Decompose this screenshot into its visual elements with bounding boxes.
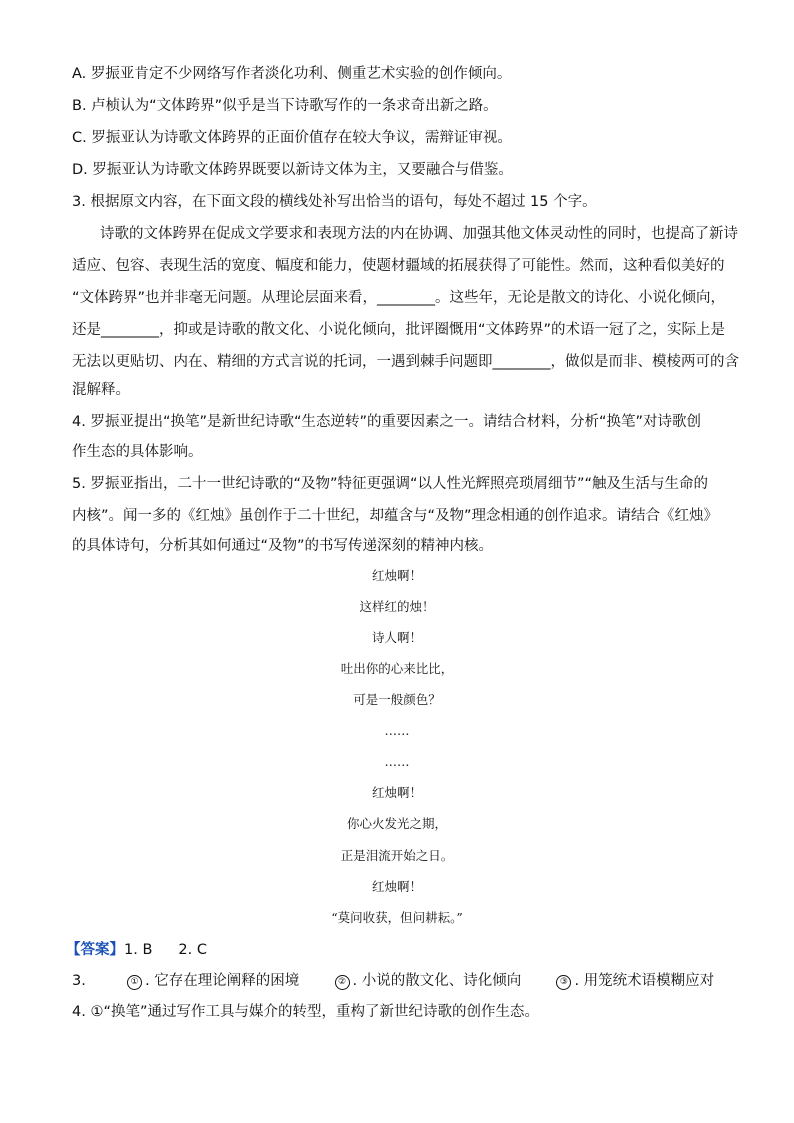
option-d: D. 罗振亚认为诗歌文体跨界既要以新诗文体为主，又要融合与借鉴。 <box>72 162 513 178</box>
answer-2: 2. C <box>178 942 207 958</box>
passage-line: 无法以更贴切、内在、精细的方式言说的托词，一遇到棘手问题即________，做似是而非、模棱两可的含 <box>72 354 739 370</box>
question-5-line: 的具体诗句，分析其如何通过“及物”的书写传递深刻的精神内核。 <box>72 538 494 554</box>
passage-line: 混解释。 <box>72 382 130 398</box>
question-4-line: 作生态的具体影响。 <box>72 444 203 460</box>
question-3: 3. 根据原文内容，在下面文段的横线处补写出恰当的语句，每处不超过 15 个字。 <box>72 194 597 210</box>
poem-line: 可是一般颜色？ <box>353 692 441 707</box>
poem-line: 红烛啊！ <box>371 879 422 894</box>
passage-line: 适应、包容、表现生活的宽度、幅度和能力，使题材疆域的拓展获得了可能性。然而，这种看似美好的 <box>72 258 725 274</box>
poem-line: 这样红的烛！ <box>359 599 435 614</box>
passage-line: 诗歌的文体跨界在促成文学要求和表现方法的内在协调、加强其他文体灵动性的同时，也提高了新诗 <box>100 226 738 242</box>
poem-line: 诗人啊！ <box>371 630 422 645</box>
circled-number: ② <box>335 975 350 990</box>
answer-line-4: 4. ①“换笔”通过写作工具与媒介的转型，重构了新世纪诗歌的创作生态。 <box>72 1004 539 1020</box>
circled-number: ③ <box>556 975 571 990</box>
passage-line: 还是________，抑或是诗歌的散文化、小说化倾向，批评圈慨用“文体跨界”的术语一冠了之，实际上是 <box>72 322 726 338</box>
poem-line: 吐出你的心来比比， <box>340 661 454 676</box>
passage-line: “文体跨界”也并非毫无问题。从理论层面来看，________。这些年，无论是散文的诗化、小说化倾向， <box>72 290 726 306</box>
question-5-line: 5. 罗振亚指出，二十一世纪诗歌的“及物”特征更强调“以人性光辉照亮琐屑细节”“触及生活与生命的 <box>72 476 708 492</box>
answer-3-item: . 它存在理论阐释的困境 <box>145 973 300 989</box>
poem-line: 红烛啊！ <box>371 785 422 800</box>
poem-line: …… <box>384 723 410 738</box>
answer-line-3 <box>72 971 722 991</box>
poem-line: 你心火发光之期， <box>346 816 447 831</box>
question-5-line: 内核”。闻一多的《红烛》虽创作于二十世纪，却蕴含与“及物”理念相通的创作追求。请结合《红烛》 <box>72 508 719 524</box>
option-b: B. 卢桢认为“文体跨界”似乎是当下诗歌写作的一条求奇出新之路。 <box>72 98 498 114</box>
poem-line: 正是泪流开始之日。 <box>340 848 454 863</box>
answer-3-number: 3. <box>72 973 86 989</box>
answer-3-item: . 用笼统术语模糊应对 <box>574 973 715 989</box>
question-4-line: 4. 罗振亚提出“换笔”是新世纪诗歌“生态逆转”的重要因素之一。请结合材料，分析“换笔”对诗歌创 <box>72 414 702 430</box>
option-a: A. 罗振亚肯定不少网络写作者淡化功利、侧重艺术实验的创作倾向。 <box>72 66 512 82</box>
poem-line: “莫问收获，但问耕耘。” <box>331 910 463 925</box>
answer-3-item: . 小说的散文化、诗化倾向 <box>352 973 522 989</box>
poem-line: 红烛啊！ <box>371 568 422 583</box>
circled-number: ① <box>127 975 142 990</box>
option-c: C. 罗振亚认为诗歌文体跨界的正面价值存在较大争议，需辩证审视。 <box>72 130 512 146</box>
poem-line: …… <box>384 754 410 769</box>
answer-tag: 【答案】 <box>66 942 124 958</box>
answer-line-1 <box>66 940 716 960</box>
answer-1: 1. B <box>124 942 153 958</box>
